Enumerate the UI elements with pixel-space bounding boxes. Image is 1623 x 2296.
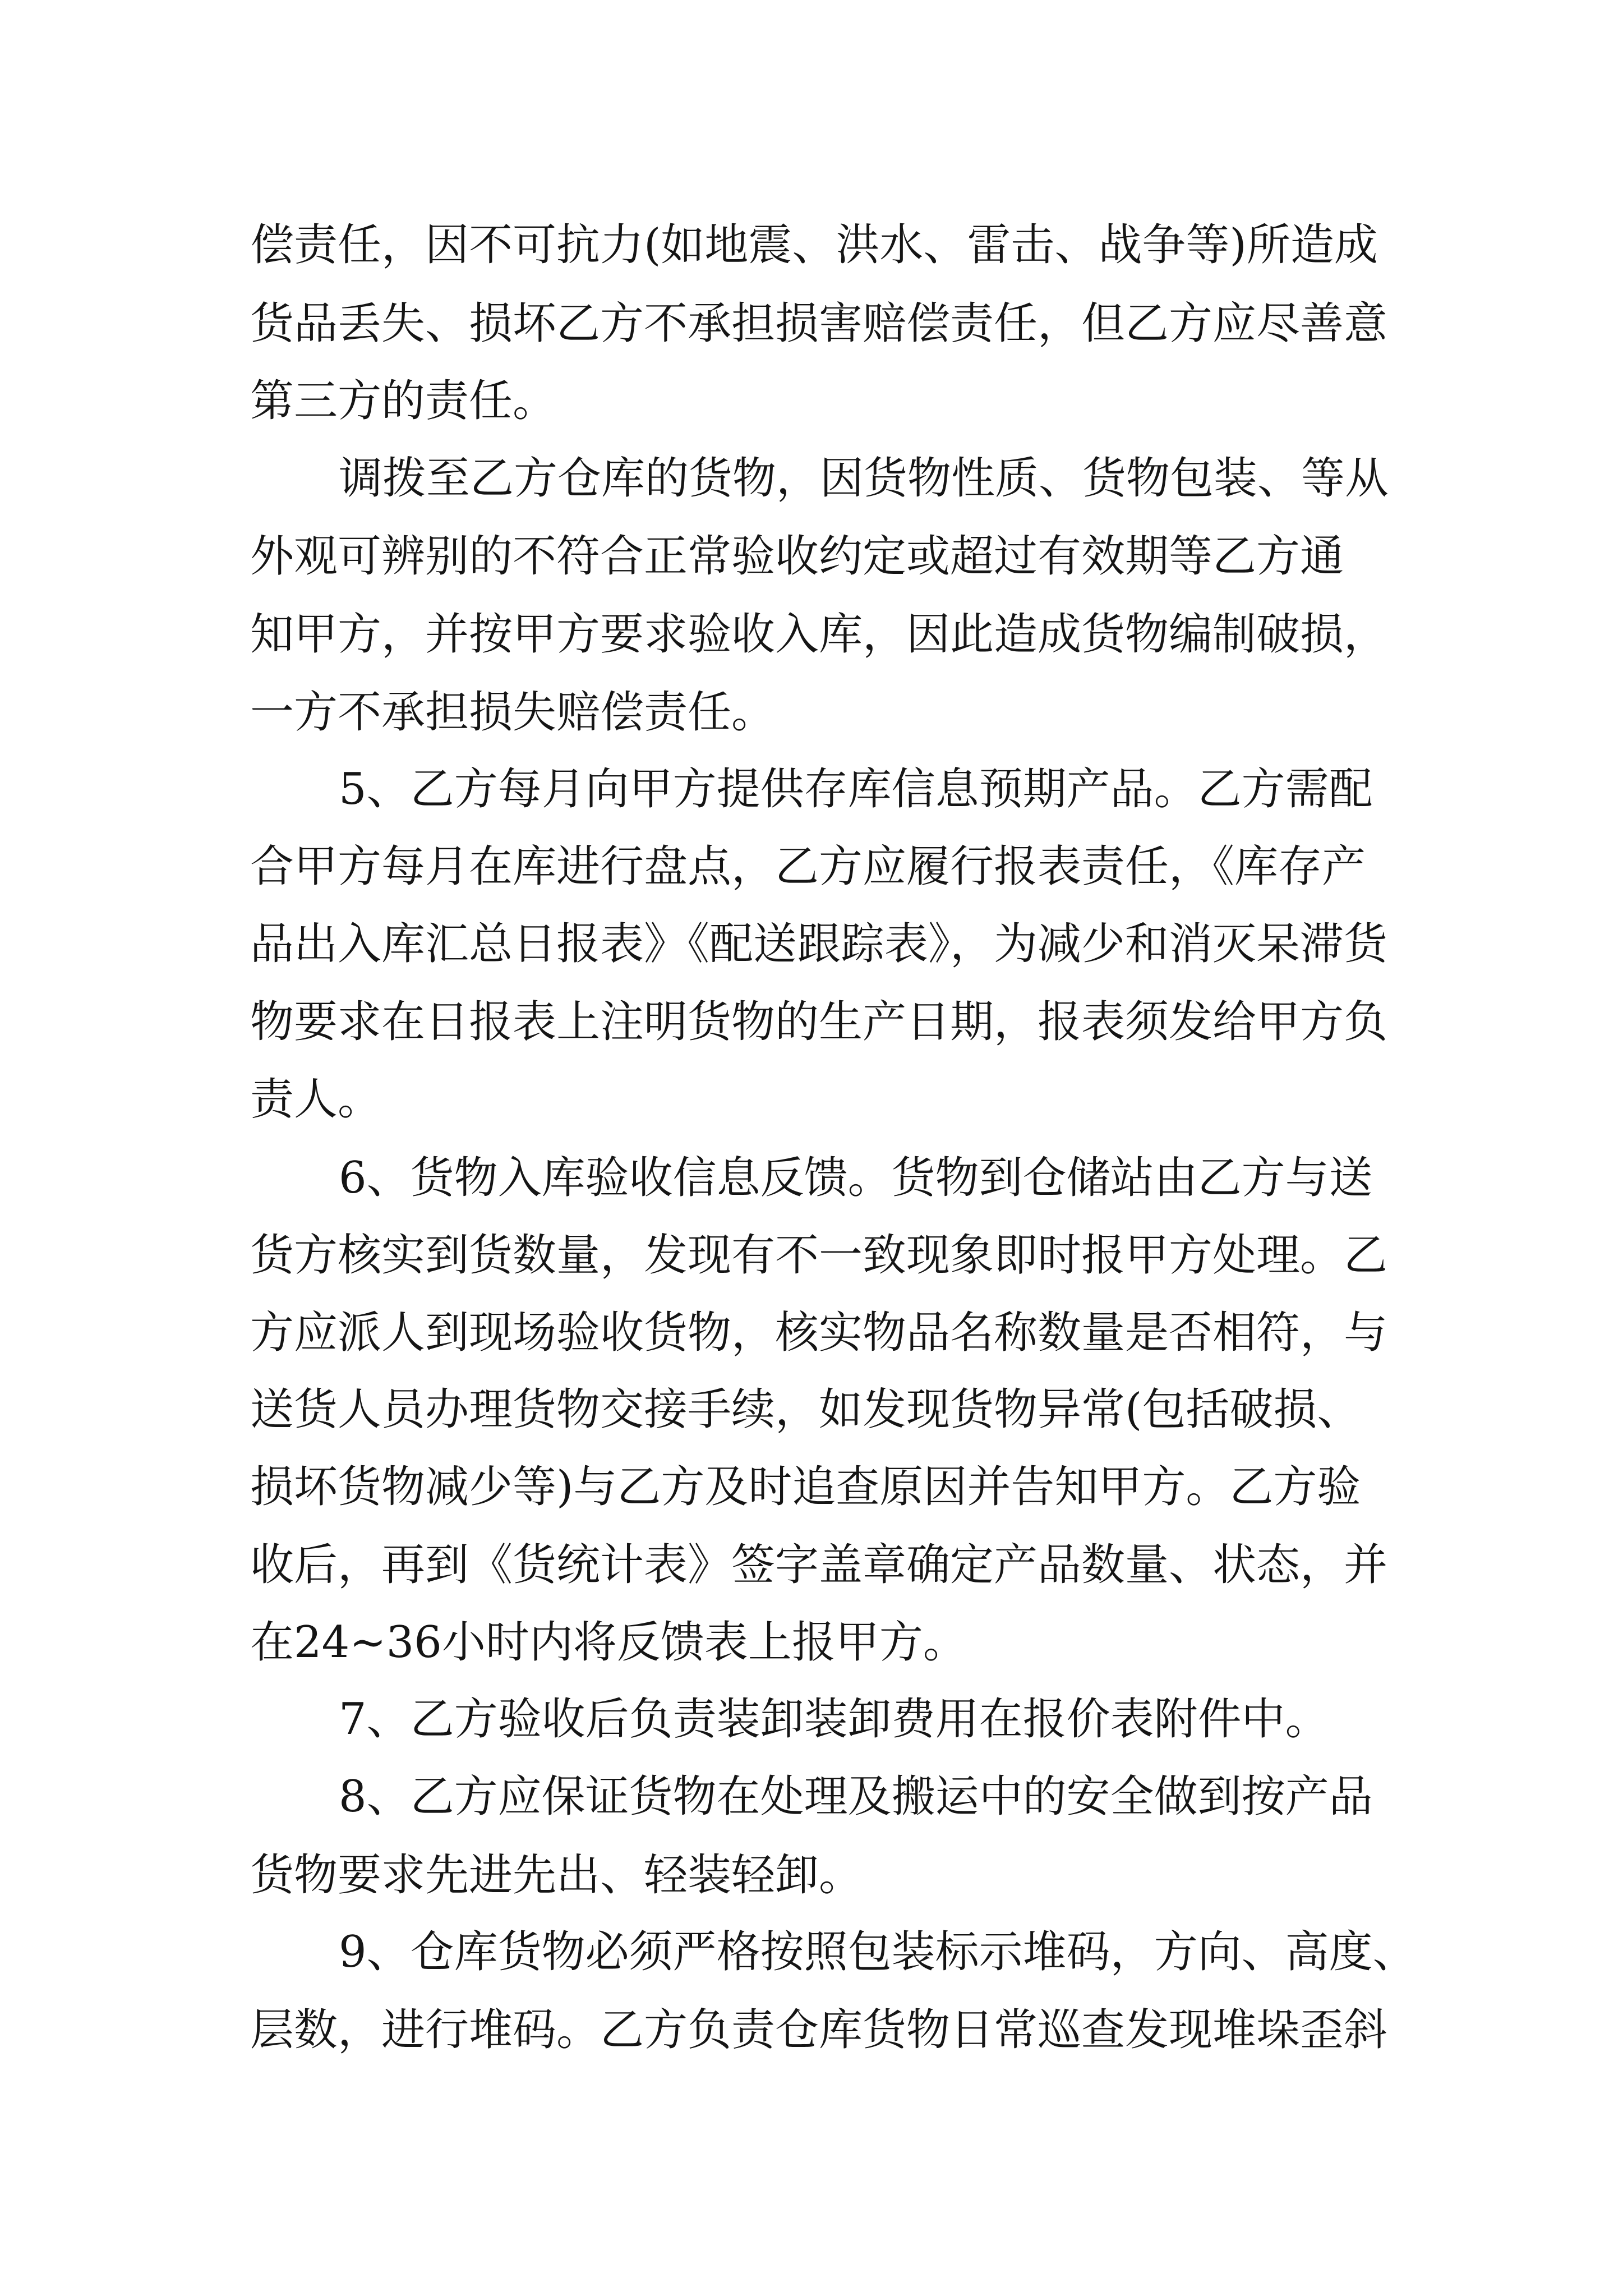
text-line: 5、乙方每月向甲方提供存库信息预期产品。乙方需配 <box>339 764 1373 815</box>
text-line: 合甲方每月在库进行盘点，乙方应履行报表责任，《库存产 <box>250 841 1366 892</box>
text-line: 6、货物入库验收信息反馈。货物到仓储站由乙方与送 <box>339 1153 1373 1203</box>
text-line: 品出入库汇总日报表》《配送跟踪表》，为减少和消灭呆滞货 <box>250 919 1388 969</box>
text-line: 偿责任，因不可抗力(如地震、洪水、雷击、战争等)所造成 <box>250 220 1378 270</box>
text-line: 责人。 <box>250 1074 382 1125</box>
text-line: 货方核实到货数量，发现有不一致现象即时报甲方处理。乙 <box>250 1230 1388 1281</box>
text-line: 8、乙方应保证货物在处理及搬运中的安全做到按产品 <box>339 1772 1373 1822</box>
text-line: 收后，再到《货统计表》签字盖章确定产品数量、状态，并 <box>250 1540 1388 1590</box>
text-line: 损坏货物减少等)与乙方及时追查原因并告知甲方。乙方验 <box>250 1462 1361 1512</box>
text-line: 方应派人到现场验收货物，核实物品名称数量是否相符，与 <box>250 1308 1388 1358</box>
text-line: 货品丢失、损坏乙方不承担损害赔偿责任，但乙方应尽善意 <box>250 298 1388 349</box>
text-line: 调拨至乙方仓库的货物，因货物性质、货物包装、等从 <box>339 453 1389 504</box>
text-line: 7、乙方验收后负责装卸装卸费用在报价表附件中。 <box>339 1694 1329 1745</box>
text-line: 第三方的责任。 <box>250 376 557 426</box>
text-line: 一方不承担损失赔偿责任。 <box>250 687 776 738</box>
text-line: 货物要求先进先出、轻装轻卸。 <box>250 1850 863 1901</box>
text-line: 9、仓库货物必须严格按照包装标示堆码，方向、高度、 <box>339 1927 1417 1977</box>
text-line: 外观可辨别的不符合正常验收约定或超过有效期等乙方通 <box>250 531 1344 582</box>
text-line: 知甲方，并按甲方要求验收入库，因此造成货物编制破损， <box>250 609 1388 660</box>
text-line: 层数，进行堆码。乙方负责仓库货物日常巡查发现堆垛歪斜 <box>250 2005 1388 2055</box>
text-line: 在24~36小时内将反馈表上报甲方。 <box>250 1617 967 1668</box>
text-line: 送货人员办理货物交接手续，如发现货物异常(包括破损、 <box>250 1384 1361 1435</box>
text-line: 物要求在日报表上注明货物的生产日期，报表须发给甲方负 <box>250 997 1388 1047</box>
